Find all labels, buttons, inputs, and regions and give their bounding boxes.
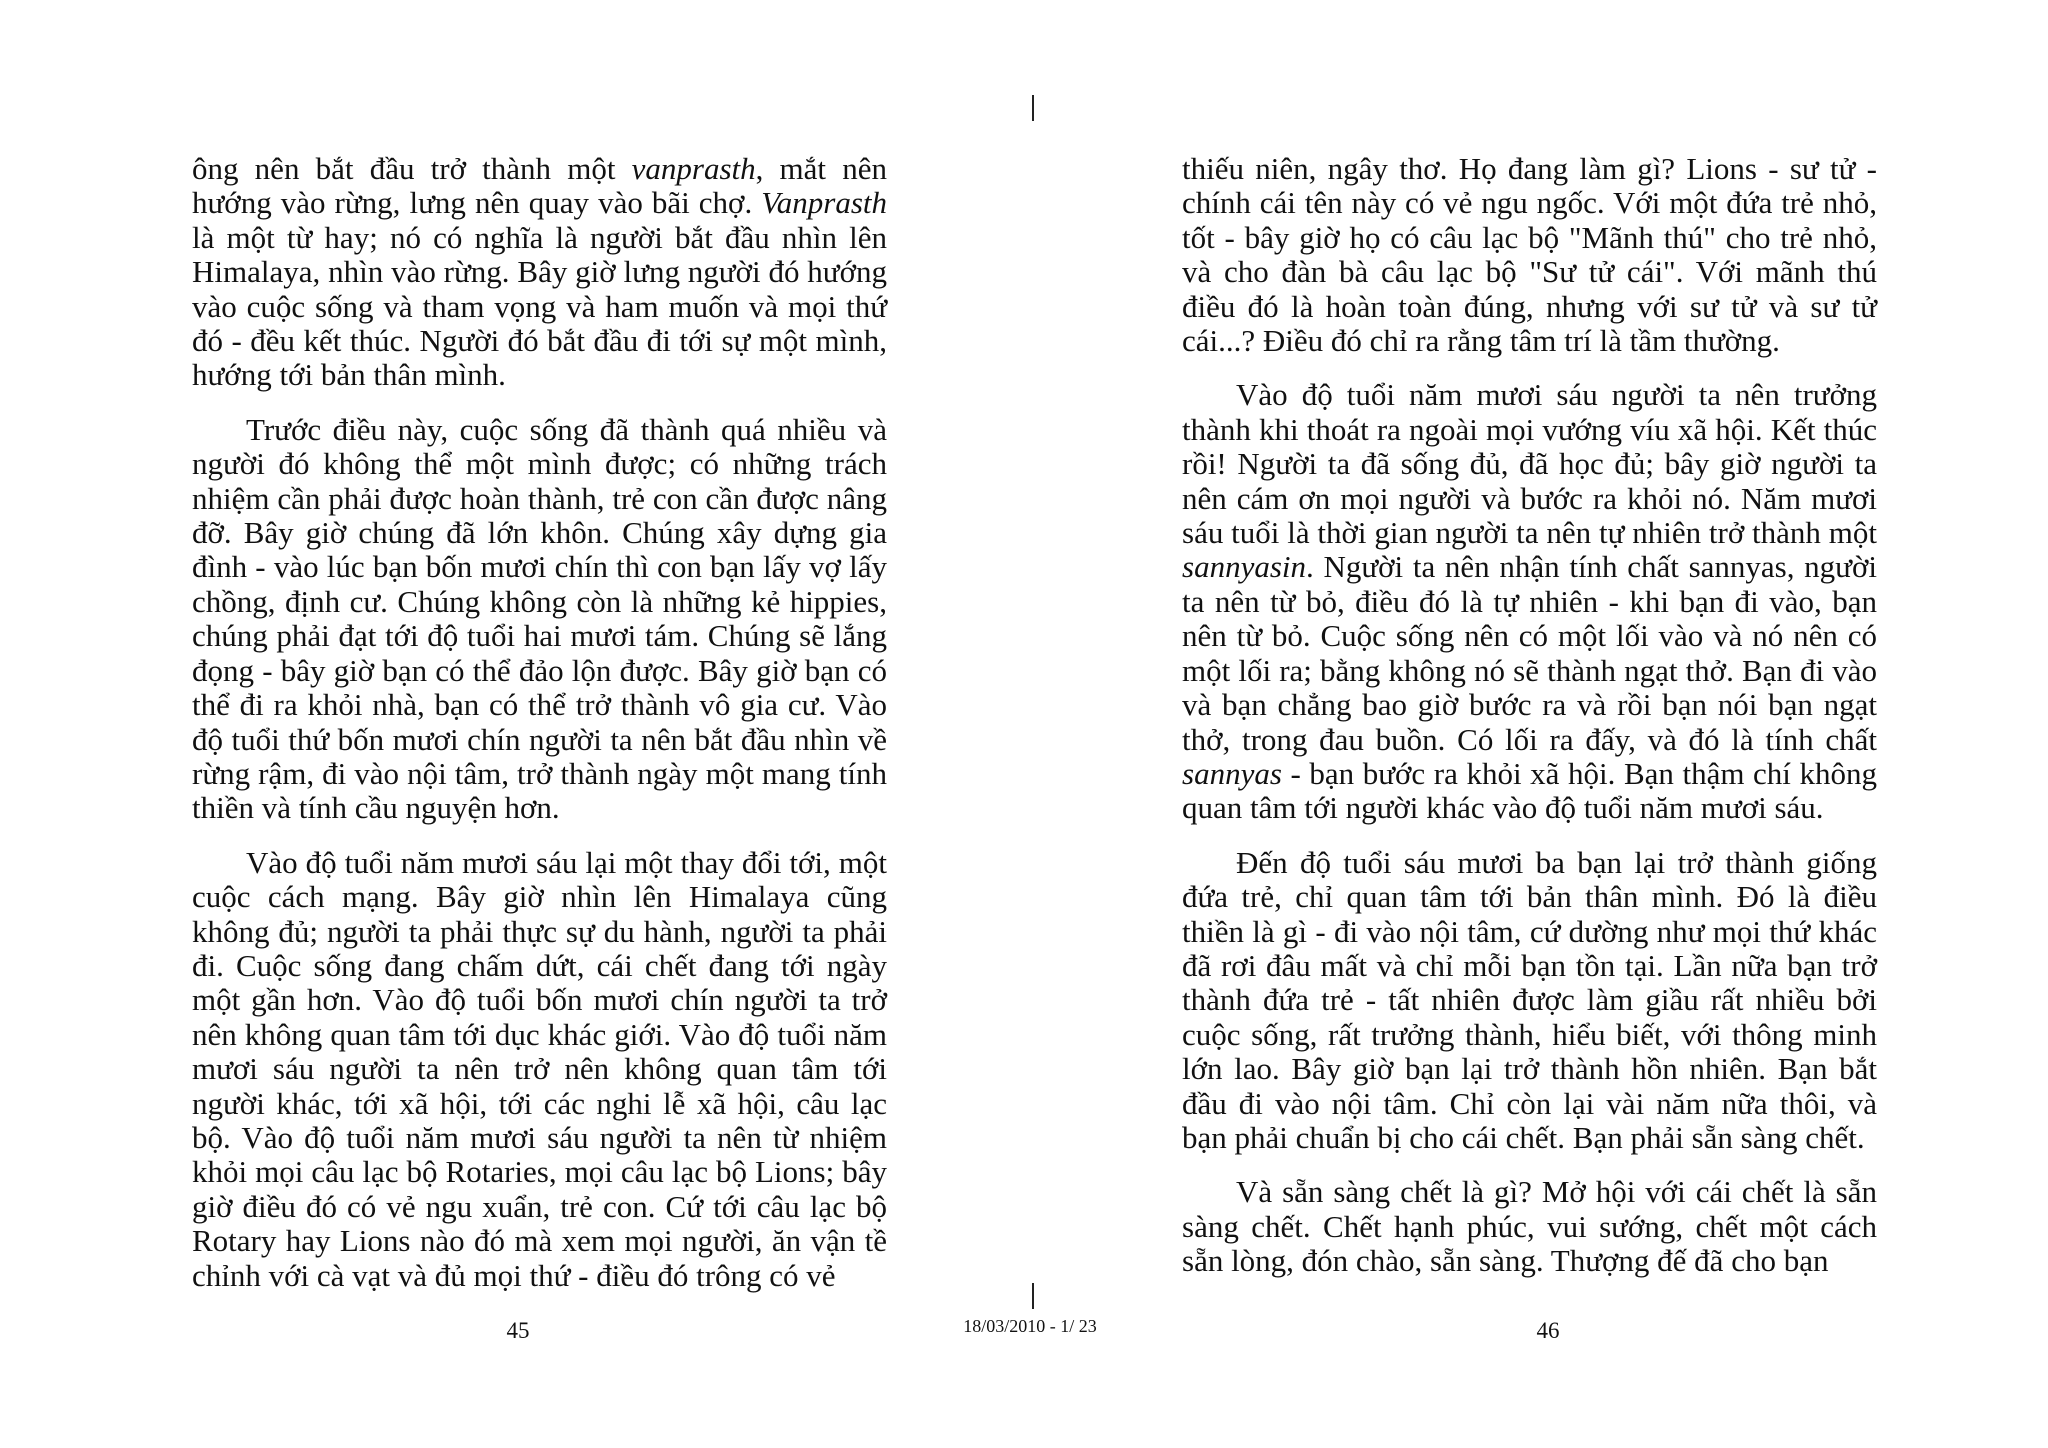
page-number-right: 46 — [1536, 1318, 1560, 1343]
text-run: . Người ta nên nhận tính chất sannyas, người ta nên từ bỏ, điều đó là tự nhiên - khi bạn đi vào, bạn nên từ bỏ. Cuộc sống nên có một lối vào và nó nên có một lối ra; bằng không nó sẽ thành ngạt thở. Bạn đi vào và bạn chẳng bao giờ bước ra và rồi bạn nói bạn ngạt thở, trong đau buồn. Có lối ra đấy, và đó là tính chất — [1182, 549, 1877, 757]
text-run: , mắt nên hướng vào rừng, lưng nên quay vào bãi chợ. — [192, 151, 887, 221]
text-run: là một từ hay; nó có nghĩa là người bắt đầu nhìn lên Himalaya, nhìn vào rừng. Bây giờ lưng người đó hướng vào cuộc sống và tham vọng và ham muốn và mọi thứ đó - đều kết thúc. Người đó bắt đầu đi tới sự một mình, hướng tới bản thân mình. — [192, 219, 887, 393]
print-date-stamp: 18/03/2010 - 1/ 23 — [963, 1316, 1097, 1336]
text-run: Đến độ tuổi sáu mươi ba bạn lại trở thành giống đứa trẻ, chỉ quan tâm tới bản thân mình. Đó là điều thiền là gì - đi vào nội tâm, cứ dường như mọi thứ khác đã rơi đâu mất và chỉ mỗi bạn tồn tại. Lần nữa bạn trở thành đứa trẻ - tất nhiên được làm giầu rất nhiều bởi cuộc sống, rất trưởng thành, hiểu biết, với thông minh lớn lao. Bây giờ bạn lại trở thành hồn nhiên. Bạn bắt đầu đi vào nội tâm. Chỉ còn lại vài năm nữa thôi, và bạn phải chuẩn bị cho cái chết. Bạn phải sẵn sàng chết. — [1182, 844, 1877, 1155]
italic-text-run: Vanprasth — [761, 185, 887, 221]
paragraph — [192, 152, 887, 393]
right-page-body — [1182, 152, 1877, 1299]
text-run: Vào độ tuổi năm mươi sáu người ta nên trưởng thành khi thoát ra ngoài mọi vướng víu xã hội. Kết thúc rồi! Người ta đã sống đủ, đã học đủ; bây giờ người ta nên cám ơn mọi người và bước ra khỏi nó. Năm mươi sáu tuổi là thời gian người ta nên tự nhiên trở thành một — [1182, 377, 1877, 551]
text-run: Và sẵn sàng chết là gì? Mở hội với cái chết là sẵn sàng chết. Chết hạnh phúc, vui sướng, chết một cách sẵn lòng, đón chào, sẵn sàng. Thượng đế đã cho bạn — [1182, 1174, 1877, 1279]
paragraph — [1182, 1175, 1877, 1278]
paragraph — [1182, 846, 1877, 1156]
text-run: thiếu niên, ngây thơ. Họ đang làm gì? Lions - sư tử - chính cái tên này có vẻ ngu ngốc. Với một đứa trẻ nhỏ, tốt - bây giờ họ có câu lạc bộ "Mãnh thú" cho trẻ nhỏ, và cho đàn bà câu lạc bộ "Sư tử cái". Với mãnh thú điều đó là hoàn toàn đúng, nhưng với sư tử và sư tử cái...? Điều đó chỉ ra rằng tâm trí là tầm thường. — [1182, 151, 1877, 359]
paragraph — [1182, 378, 1877, 825]
text-run: Trước điều này, cuộc sống đã thành quá nhiều và người đó không thể một mình được; có những trách nhiệm cần phải được hoàn thành, trẻ con cần được nâng đỡ. Bây giờ chúng đã lớn khôn. Chúng xây dựng gia đình - vào lúc bạn bốn mươi chín thì con bạn lấy vợ lấy chồng, định cư. Chúng không còn là những kẻ hippies, chúng phải đạt tới độ tuổi hai mươi tám. Chúng sẽ lắng đọng - bây giờ bạn có thể đảo lộn được. Bây giờ bạn có thể đi ra khỏi nhà, bạn có thể trở thành vô gia cư. Vào độ tuổi thứ bốn mươi chín người ta nên bắt đầu nhìn về rừng rậm, đi vào nội tâm, trở thành ngày một mang tính thiền và tính cầu nguyện hơn. — [192, 411, 887, 826]
paragraph — [1182, 152, 1877, 358]
italic-text-run: sannyasin — [1182, 549, 1306, 585]
paragraph — [192, 846, 887, 1293]
italic-text-run: sannyas — [1182, 755, 1282, 791]
text-run: Vào độ tuổi năm mươi sáu lại một thay đổi tới, một cuộc cách mạng. Bây giờ nhìn lên Himalaya cũng không đủ; người ta phải thực sự du hành, người ta phải đi. Cuộc sống đang chấm dứt, cái chết đang tới ngày một gần hơn. Vào độ tuổi bốn mươi chín người ta trở nên không quan tâm tới dục khác giới. Vào độ tuổi năm mươi sáu người ta nên trở nên không quan tâm tới người khác, tới xã hội, tới các nghi lễ xã hội, câu lạc bộ. Vào độ tuổi năm mươi sáu người ta nên từ nhiệm khỏi mọi câu lạc bộ Rotaries, mọi câu lạc bộ Lions; bây giờ điều đó có vẻ ngu xuẩn, trẻ con. Cứ tới câu lạc bộ Rotary hay Lions nào đó mà xem mọi người, ăn vận tề chỉnh với cà vạt và đủ mọi thứ - điều đó trông có vẻ — [192, 844, 887, 1293]
text-run: ông nên bắt đầu trở thành một — [192, 151, 632, 186]
page-divider-top — [1032, 95, 1034, 121]
left-page-body — [192, 152, 887, 1313]
italic-text-run: vanprasth — [631, 151, 756, 186]
paragraph — [192, 413, 887, 826]
text-run: - bạn bước ra khỏi xã hội. Bạn thậm chí không quan tâm tới người khác vào độ tuổi năm mươi sáu. — [1182, 755, 1877, 826]
page-divider-bottom — [1032, 1283, 1034, 1309]
page-number-left: 45 — [506, 1318, 530, 1343]
